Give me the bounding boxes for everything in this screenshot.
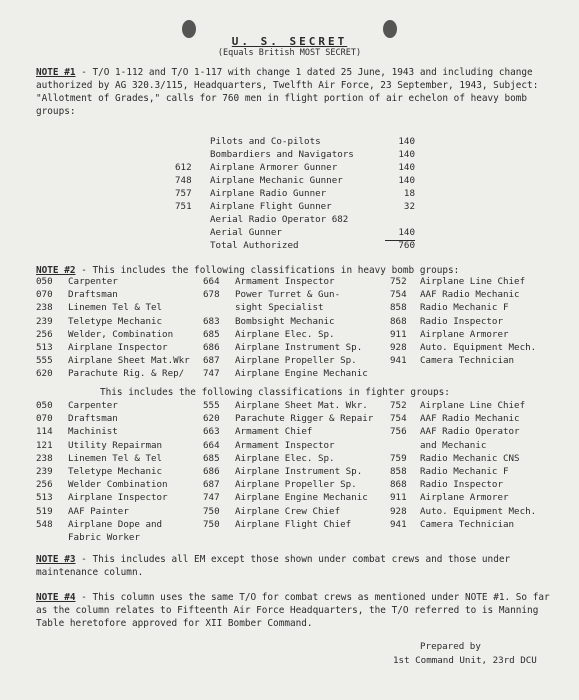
classification-name: Welder, Combination [68,328,174,340]
classification-code: 747 [203,492,220,504]
classification-name: Auto. Equipment Mech. [420,342,537,353]
note-3-text: - This includes all EM except those shown under combat crews and those under maintenance column. [36,554,511,578]
classification-name: Draftsman [68,413,118,425]
manning-code: 612 [175,162,192,173]
classification-code: 911 [390,328,407,340]
classification-code: 687 [203,355,220,367]
classification-code: 548 [36,518,53,530]
classification-code: 239 [36,466,53,477]
classification-code: 685 [203,328,220,340]
manning-value: 140 [398,136,415,147]
classification-name: Radio Inspector [420,479,503,491]
note-3-label: NOTE #3 [36,554,76,565]
classification-name: Airplane Dope and [68,518,163,530]
classification-code: 686 [203,342,220,353]
classification-name: Airplane Crew Chief [235,505,341,517]
classification-code: 868 [390,479,407,491]
classification-code: 941 [390,355,407,367]
classification-name: Airplane Propeller Sp. [235,355,357,367]
classification-name: Linemen Tel & Tel [68,302,163,314]
classification-code: 678 [203,289,220,301]
classification-code: 683 [203,315,220,327]
classification-name: Power Turret & Gun- [235,289,341,301]
manning-label: Total Authorized [210,240,299,251]
classification-name: Airplane Engine Mechanic [235,492,368,504]
note-3 [36,553,556,579]
classification-code: 114 [36,426,53,438]
classification-code: 238 [36,452,53,464]
classification-code: 928 [390,505,407,517]
manning-code: 757 [175,188,192,199]
classification-code: 928 [390,342,407,353]
prepared-by: Prepared by [420,641,481,652]
manning-value: 140 [398,227,415,238]
fighter-intro: This includes the following classifications in fighter groups: [100,387,450,398]
classification-code: 663 [203,426,220,438]
classification-name: Airplane Line Chief [420,400,526,411]
manning-value: 760 [398,240,415,251]
manning-value: 32 [403,201,415,212]
classification-name: Airplane Sheet Mat. Wkr. [235,400,368,411]
classification-name: Airplane Line Chief [420,276,526,287]
classification-name: sight Specialist [235,302,324,314]
classification-name: Airplane Instrument Sp. [235,466,363,477]
classification-name: Airplane Flight Chief [235,518,352,530]
classification-name: Teletype Mechanic [68,466,163,477]
classification-code: 752 [390,276,407,287]
classification-code: 555 [203,400,220,411]
classification-name: Linemen Tel & Tel [68,452,163,464]
classification-code: 513 [36,342,53,353]
classification-name: Armament Inspector [235,276,335,287]
classification-code: 256 [36,328,53,340]
classification-name: Camera Technician [420,518,515,530]
manning-value: 140 [398,175,415,186]
classification-code: 620 [36,368,53,380]
classification-code: 941 [390,518,407,530]
classification-code: 752 [390,400,407,411]
classification-name: Radio Mechanic F [420,302,509,314]
classification-name: Airplane Propeller Sp. [235,479,357,491]
classification-code: 759 [390,452,407,464]
classification-name: Carpenter [68,276,118,287]
classification-name: Radio Mechanic CNS [420,452,520,464]
classification-code: 750 [203,518,220,530]
note-1 [36,66,556,118]
note-4-text: - This column uses the same T/O for combat crews as mentioned under NOTE #1. So far as the column relates to Fifteenth Air Force Headquarters, the T/O referred to is Manning Table heretofore approved for XII Bomber Command. [36,592,550,629]
manning-label: Pilots and Co-pilots [210,136,321,147]
classification-name: Airplane Inspector [68,342,168,353]
classification-name: Airplane Armorer [420,492,509,504]
manning-label: Aerial Radio Operator 682 [210,214,349,225]
classification-code: 686 [203,466,220,477]
classification-name: Fabric Worker [68,532,140,543]
manning-label: Aerial Gunner [210,227,282,238]
note-4-label: NOTE #4 [36,592,76,603]
classification-name: Armament Chief [235,426,313,438]
manning-label: Airplane Radio Gunner [210,188,327,199]
classification-code: 687 [203,479,220,491]
prepared-unit: 1st Command Unit, 23rd DCU [393,655,537,666]
classification-code: 050 [36,276,53,287]
classification-code: 858 [390,466,407,477]
classification-code: 664 [203,276,220,287]
manning-label: Airplane Flight Gunner [210,201,332,212]
classification-name: Airplane Inspector [68,492,168,504]
classification-name: Machinist [68,426,118,438]
classification-name: Utility Repairman [68,439,163,451]
classification-code: 513 [36,492,53,504]
classification-name: AAF Radio Operator [420,426,520,438]
note-2-label: NOTE #2 [36,265,76,276]
classification-code: 750 [203,505,220,517]
manning-label: Airplane Armorer Gunner [210,162,338,173]
manning-value: 18 [403,188,415,199]
classification-name: Camera Technician [420,355,515,367]
classification-name: Parachute Rig. & Rep/ [68,368,185,380]
classification-name: Welder Combination [68,479,168,491]
classification-name: Bombsight Mechanic [235,315,335,327]
classification-name: Airplane Sheet Mat.Wkr [68,355,190,367]
note-4 [36,591,556,630]
classification-code: 858 [390,302,407,314]
classification-name: Radio Mechanic F [420,466,509,477]
classification-name: Parachute Rigger & Repair [235,413,374,425]
classification-code: 256 [36,479,53,491]
security-classification: U. S. SECRET [231,35,348,48]
note-1-text: - T/O 1-112 and T/O 1-117 with change 1 dated 25 June, 1943 and including change authorized by AG 320.3/115, Headquarters, Twelfth Air Force, 23 September, 1943, Subject: "Allotment of Grades," calls for 760 men in flight portion of air echelon of heavy bomb groups: [36,67,539,117]
classification-name: Airplane Armorer [420,328,509,340]
classification-name: Airplane Elec. Sp. [235,328,335,340]
manning-value: 140 [398,149,415,160]
manning-code: 751 [175,201,192,212]
classification-code: 754 [390,289,407,301]
classification-code: 050 [36,400,53,411]
manning-value: 140 [398,162,415,173]
classification-name: Armament Inspector [235,439,335,451]
classification-name: Carpenter [68,400,118,411]
classification-name: Radio Inspector [420,315,503,327]
classification-name: AAF Painter [68,505,129,517]
classification-name: and Mechanic [420,439,487,451]
note-2-text: - This includes the following classifications in heavy bomb groups: [75,265,460,276]
classification-code: 070 [36,289,53,301]
classification-code: 747 [203,368,220,380]
classification-code: 620 [203,413,220,425]
classification-name: AAF Radio Mechanic [420,289,520,301]
classification-code: 238 [36,302,53,314]
classification-code: 519 [36,505,53,517]
classification-name: Airplane Engine Mechanic [235,368,368,380]
security-subclassification: (Equals British MOST SECRET) [217,48,362,58]
classification-code: 685 [203,452,220,464]
manning-code: 748 [175,175,192,186]
classification-code: 754 [390,413,407,425]
classification-name: Draftsman [68,289,118,301]
classification-code: 756 [390,426,407,438]
classification-name: Teletype Mechanic [68,315,163,327]
classification-name: Auto. Equipment Mech. [420,505,537,517]
classification-code: 070 [36,413,53,425]
classification-code: 121 [36,439,53,451]
classification-code: 664 [203,439,220,451]
classification-code: 239 [36,315,53,327]
note-1-label: NOTE #1 [36,67,76,78]
total-rule [385,240,415,241]
classification-code: 911 [390,492,407,504]
classification-name: Airplane Elec. Sp. [235,452,335,464]
classification-code: 868 [390,315,407,327]
classification-name: Airplane Instrument Sp. [235,342,363,353]
manning-label: Airplane Mechanic Gunner [210,175,343,186]
classification-name: AAF Radio Mechanic [420,413,520,425]
manning-label: Bombardiers and Navigators [210,149,354,160]
classification-code: 555 [36,355,53,367]
